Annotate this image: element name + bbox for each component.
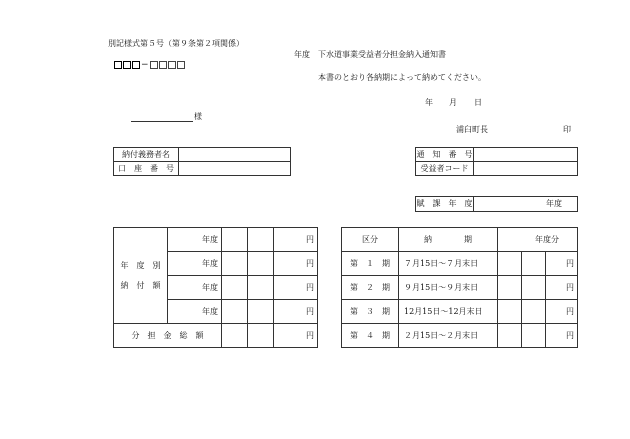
- postal-box: [177, 61, 185, 69]
- amount-digit-cell: [498, 324, 522, 348]
- year-cell: 年度: [168, 252, 222, 276]
- yen-cell: 円: [546, 276, 578, 300]
- postal-dash: −: [141, 60, 149, 70]
- amount-digit-cell: [522, 324, 546, 348]
- year-cell: 年度: [168, 300, 222, 324]
- amount-digit-cell: [248, 228, 274, 252]
- notice-number-value: [474, 148, 578, 162]
- annual-payment-group-label: [114, 228, 168, 324]
- amount-digit-cell: [222, 324, 248, 348]
- date-year-label: 年: [425, 98, 433, 107]
- instruction-text: 本書のとおり各納期によって納めてください。: [318, 73, 486, 82]
- period-label: ９月15日～９月末日: [399, 276, 498, 300]
- account-number-value: [179, 162, 291, 176]
- payer-info-table: [113, 147, 291, 176]
- date-month-label: 月: [449, 98, 457, 107]
- amount-digit-cell: [248, 252, 274, 276]
- amount-digit-cell: [498, 252, 522, 276]
- amount-digit-cell: [248, 276, 274, 300]
- amount-digit-cell: [222, 276, 248, 300]
- amount-digit-cell: [498, 276, 522, 300]
- payer-name-value: [179, 148, 291, 162]
- levy-year-table: [415, 196, 578, 212]
- year-share-header: 年度分: [498, 228, 578, 252]
- amount-digit-cell: [222, 300, 248, 324]
- period-label: 12月15日～12月末日: [399, 300, 498, 324]
- postal-box: [123, 61, 131, 69]
- yen-cell: 円: [274, 228, 318, 252]
- year-cell: 年度: [168, 276, 222, 300]
- recipient-suffix: 様: [194, 112, 202, 121]
- year-cell: 年度: [168, 228, 222, 252]
- yen-cell: 円: [546, 324, 578, 348]
- installment-table: [341, 227, 578, 348]
- amount-digit-cell: [522, 276, 546, 300]
- beneficiary-code-label: 受益者コード: [416, 162, 474, 176]
- notice-number-label: 通 知 番 号: [416, 148, 474, 162]
- annual-payment-table: [113, 227, 318, 348]
- division-header: 区分: [342, 228, 399, 252]
- amount-digit-cell: [222, 228, 248, 252]
- group-label-line-1: 年 度 別: [120, 261, 161, 271]
- notice-info-table: [415, 147, 578, 176]
- term-label: 第 ３ 期: [342, 300, 399, 324]
- amount-digit-cell: [248, 300, 274, 324]
- amount-digit-cell: [222, 252, 248, 276]
- notice-title: 年度 下水道事業受益者分担金納入通知書: [294, 50, 446, 59]
- beneficiary-code-value: [474, 162, 578, 176]
- yen-cell: 円: [274, 252, 318, 276]
- period-header: 納 期: [399, 228, 498, 252]
- group-label-line-2: 納 付 額: [120, 280, 161, 290]
- date-day-label: 日: [474, 98, 482, 107]
- issuer-name: 浦臼町長: [456, 125, 488, 134]
- amount-digit-cell: [522, 252, 546, 276]
- payer-name-label: 納付義務者名: [114, 148, 179, 162]
- recipient-name-line: [131, 121, 193, 122]
- yen-cell: 円: [546, 252, 578, 276]
- yen-cell: 円: [274, 276, 318, 300]
- postal-box: [150, 61, 158, 69]
- term-label: 第 ４ 期: [342, 324, 399, 348]
- amount-digit-cell: [248, 324, 274, 348]
- term-label: 第 １ 期: [342, 252, 399, 276]
- postal-code-boxes: [114, 61, 186, 69]
- period-label: ７月15日～７月末日: [399, 252, 498, 276]
- postal-box: [132, 61, 140, 69]
- account-number-label: 口 座 番 号: [114, 162, 179, 176]
- yen-cell: 円: [274, 300, 318, 324]
- postal-box: [159, 61, 167, 69]
- form-number: 別記様式第５号（第９条第２項関係）: [108, 39, 244, 48]
- term-label: 第 ２ 期: [342, 276, 399, 300]
- issuer-seal: 印: [563, 125, 571, 134]
- postal-box: [114, 61, 122, 69]
- total-amount-label: 分 担 金 総 額: [114, 324, 222, 348]
- postal-box: [168, 61, 176, 69]
- levy-year-label: 賦 課 年 度: [416, 197, 474, 212]
- period-label: ２月15日～２月末日: [399, 324, 498, 348]
- levy-year-value: 年度: [474, 197, 578, 212]
- yen-cell: 円: [274, 324, 318, 348]
- amount-digit-cell: [522, 300, 546, 324]
- yen-cell: 円: [546, 300, 578, 324]
- amount-digit-cell: [498, 300, 522, 324]
